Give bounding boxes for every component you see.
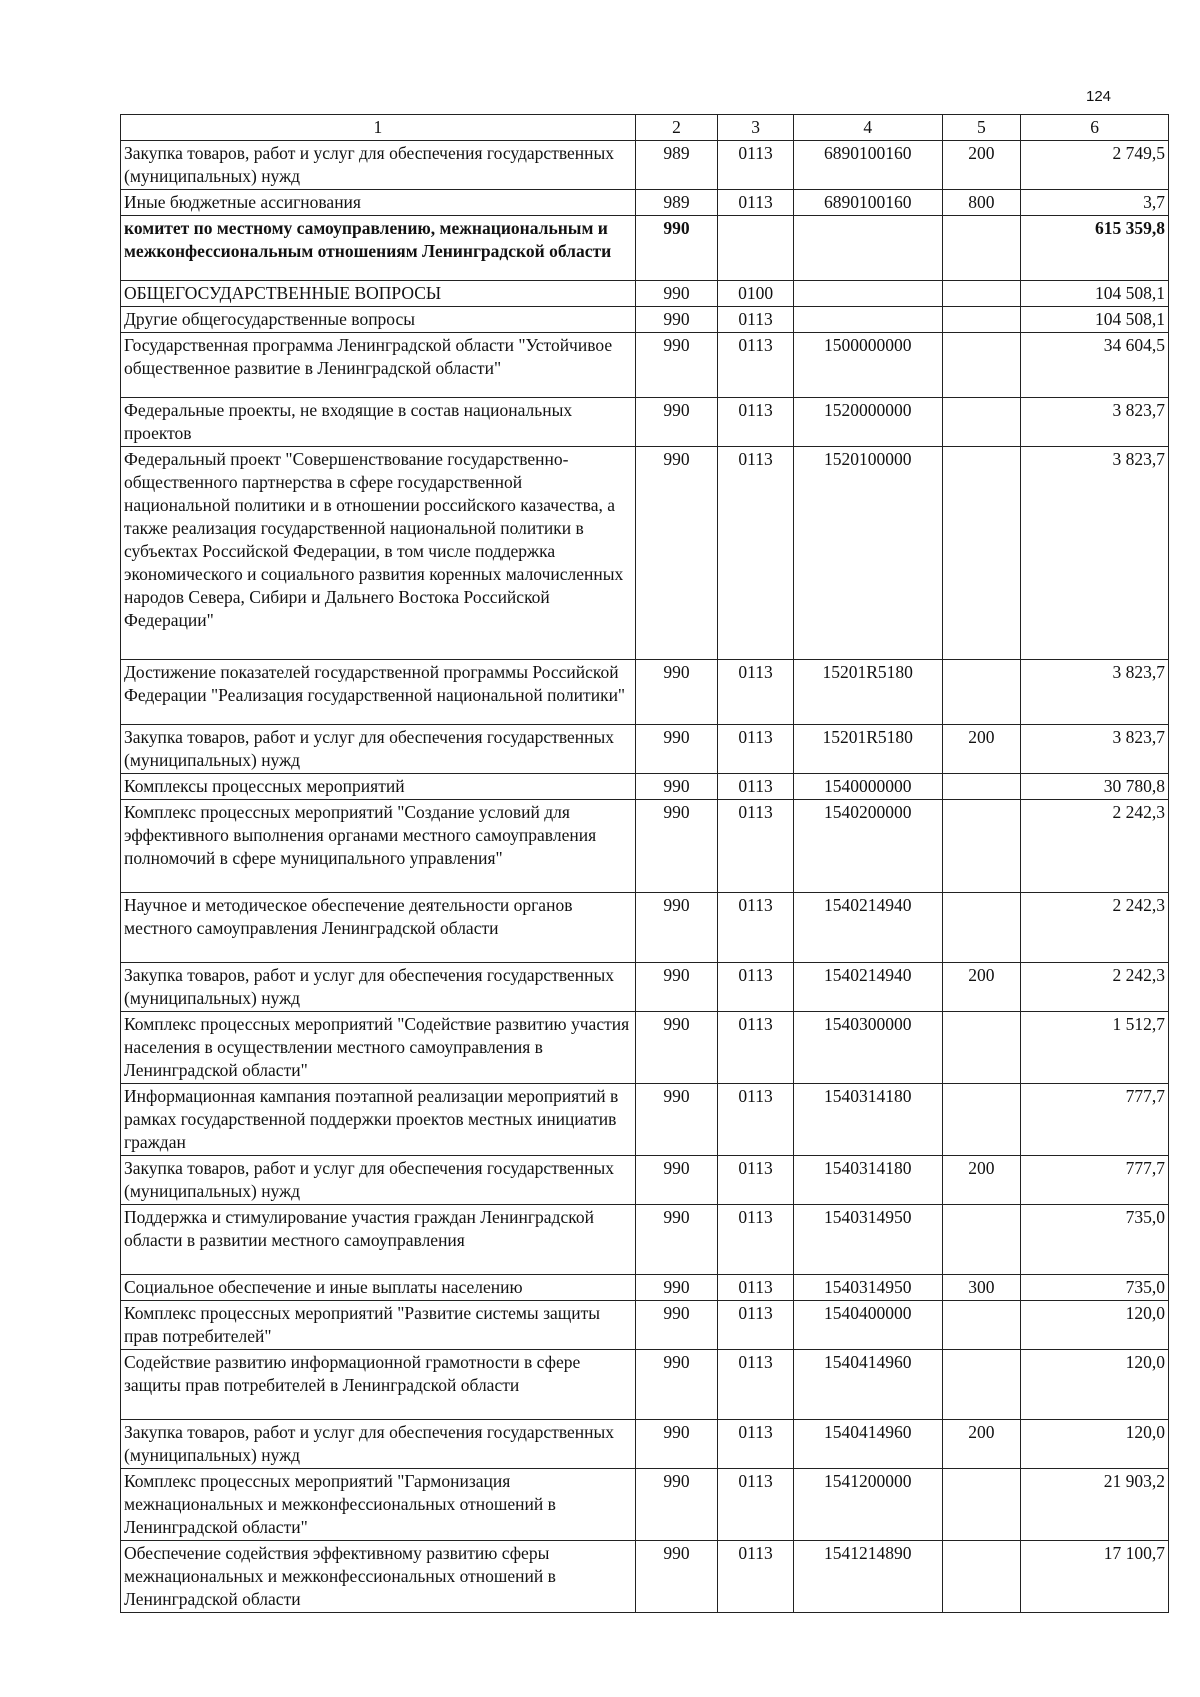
item-name-cell: Комплекс процессных мероприятий "Гармонизация межнациональных и межконфессиональных отношений в Ленинградской области" xyxy=(121,1469,636,1541)
page-number: 124 xyxy=(1086,88,1112,105)
grbs-code-cell: 990 xyxy=(635,725,718,774)
section-code-cell: 0113 xyxy=(718,1350,793,1420)
section-code-cell: 0113 xyxy=(718,447,793,660)
item-name-cell: Закупка товаров, работ и услуг для обеспечения государственных (муниципальных) нужд xyxy=(121,141,636,190)
grbs-code-cell: 989 xyxy=(635,141,718,190)
amount-cell: 120,0 xyxy=(1021,1301,1169,1350)
grbs-code-cell: 990 xyxy=(635,774,718,800)
grbs-code-cell: 990 xyxy=(635,1420,718,1469)
target-article-cell: 1540314180 xyxy=(793,1084,942,1156)
target-article-cell xyxy=(793,307,942,333)
amount-cell: 735,0 xyxy=(1021,1275,1169,1301)
grbs-code-cell: 990 xyxy=(635,1301,718,1350)
item-name-cell: Информационная кампания поэтапной реализации мероприятий в рамках государственной поддержки проектов местных инициатив граждан xyxy=(121,1084,636,1156)
grbs-code-cell: 990 xyxy=(635,1084,718,1156)
section-code-cell: 0113 xyxy=(718,725,793,774)
target-article-cell: 1540314180 xyxy=(793,1156,942,1205)
expense-type-cell: 200 xyxy=(942,1156,1021,1205)
amount-cell: 735,0 xyxy=(1021,1205,1169,1275)
grbs-code-cell: 990 xyxy=(635,447,718,660)
expense-type-cell xyxy=(942,1301,1021,1350)
item-name-cell: Социальное обеспечение и иные выплаты населению xyxy=(121,1275,636,1301)
amount-cell: 777,7 xyxy=(1021,1156,1169,1205)
grbs-code-cell: 990 xyxy=(635,1350,718,1420)
item-name-cell: Обеспечение содействия эффективному развитию сферы межнациональных и межконфессиональных отношений в Ленинградской области xyxy=(121,1541,636,1613)
item-name-cell: Закупка товаров, работ и услуг для обеспечения государственных (муниципальных) нужд xyxy=(121,725,636,774)
target-article-cell: 1541214890 xyxy=(793,1541,942,1613)
expense-type-cell xyxy=(942,1012,1021,1084)
section-code-cell xyxy=(718,216,793,281)
amount-cell: 3 823,7 xyxy=(1021,447,1169,660)
section-code-cell: 0113 xyxy=(718,893,793,963)
item-name-cell: ОБЩЕГОСУДАРСТВЕННЫЕ ВОПРОСЫ xyxy=(121,281,636,307)
target-article-cell: 1520100000 xyxy=(793,447,942,660)
grbs-code-cell: 990 xyxy=(635,333,718,398)
expense-type-cell xyxy=(942,1350,1021,1420)
table-row xyxy=(121,660,1169,725)
table-row xyxy=(121,1350,1169,1420)
section-code-cell: 0113 xyxy=(718,1420,793,1469)
expense-type-cell: 300 xyxy=(942,1275,1021,1301)
section-code-cell: 0113 xyxy=(718,1541,793,1613)
target-article-cell: 1540214940 xyxy=(793,893,942,963)
expense-type-cell xyxy=(942,800,1021,893)
item-name-cell: Федеральный проект "Совершенствование государственно-общественного партнерства в сфере государственной национальной политики и в отношении российского казачества, а также реализация государственной национальной политики в субъектах Российской Федерации, в том числе поддержка экономического и социального развития коренных малочисленных народов Севера, Сибири и Дальнего Востока Российской Федерации" xyxy=(121,447,636,660)
table-row xyxy=(121,1469,1169,1541)
section-code-cell: 0113 xyxy=(718,1156,793,1205)
item-name-cell: Поддержка и стимулирование участия граждан Ленинградской области в развитии местного самоуправления xyxy=(121,1205,636,1275)
expense-type-cell xyxy=(942,893,1021,963)
section-code-cell: 0113 xyxy=(718,1012,793,1084)
section-code-cell: 0113 xyxy=(718,1205,793,1275)
target-article-cell: 6890100160 xyxy=(793,190,942,216)
grbs-code-cell: 990 xyxy=(635,307,718,333)
item-name-cell: Научное и методическое обеспечение деятельности органов местного самоуправления Ленинградской области xyxy=(121,893,636,963)
grbs-code-cell: 990 xyxy=(635,800,718,893)
header-col-4: 4 xyxy=(793,115,942,141)
target-article-cell: 6890100160 xyxy=(793,141,942,190)
table-row xyxy=(121,800,1169,893)
item-name-cell: Комплекс процессных мероприятий "Содействие развитию участия населения в осуществлении местного самоуправления в Ленинградской области" xyxy=(121,1012,636,1084)
expense-type-cell xyxy=(942,1541,1021,1613)
expense-type-cell xyxy=(942,1205,1021,1275)
grbs-code-cell: 990 xyxy=(635,1156,718,1205)
target-article-cell: 1541200000 xyxy=(793,1469,942,1541)
target-article-cell: 1540414960 xyxy=(793,1350,942,1420)
expense-type-cell xyxy=(942,1469,1021,1541)
header-row xyxy=(121,115,1169,141)
target-article-cell: 1540414960 xyxy=(793,1420,942,1469)
expense-type-cell: 800 xyxy=(942,190,1021,216)
grbs-code-cell: 990 xyxy=(635,398,718,447)
amount-cell: 615 359,8 xyxy=(1021,216,1169,281)
target-article-cell: 1540314950 xyxy=(793,1275,942,1301)
target-article-cell xyxy=(793,281,942,307)
item-name-cell: Комплекс процессных мероприятий "Развитие системы защиты прав потребителей" xyxy=(121,1301,636,1350)
item-name-cell: Федеральные проекты, не входящие в состав национальных проектов xyxy=(121,398,636,447)
amount-cell: 2 749,5 xyxy=(1021,141,1169,190)
grbs-code-cell: 989 xyxy=(635,190,718,216)
expense-type-cell xyxy=(942,281,1021,307)
amount-cell: 1 512,7 xyxy=(1021,1012,1169,1084)
expense-type-cell: 200 xyxy=(942,141,1021,190)
section-code-cell: 0113 xyxy=(718,1084,793,1156)
amount-cell: 104 508,1 xyxy=(1021,281,1169,307)
item-name-cell: Иные бюджетные ассигнования xyxy=(121,190,636,216)
target-article-cell: 1540000000 xyxy=(793,774,942,800)
item-name-cell: Содействие развитию информационной грамотности в сфере защиты прав потребителей в Ленинградской области xyxy=(121,1350,636,1420)
section-code-cell: 0100 xyxy=(718,281,793,307)
target-article-cell: 1500000000 xyxy=(793,333,942,398)
table-row xyxy=(121,1156,1169,1205)
expense-type-cell xyxy=(942,333,1021,398)
table-row xyxy=(121,1084,1169,1156)
item-name-cell: Комплексы процессных мероприятий xyxy=(121,774,636,800)
amount-cell: 30 780,8 xyxy=(1021,774,1169,800)
grbs-code-cell: 990 xyxy=(635,216,718,281)
amount-cell: 3 823,7 xyxy=(1021,398,1169,447)
amount-cell: 777,7 xyxy=(1021,1084,1169,1156)
grbs-code-cell: 990 xyxy=(635,893,718,963)
target-article-cell xyxy=(793,216,942,281)
amount-cell: 3 823,7 xyxy=(1021,660,1169,725)
target-article-cell: 15201R5180 xyxy=(793,725,942,774)
item-name-cell: Комплекс процессных мероприятий "Создание условий для эффективного выполнения органами местного самоуправления полномочий в сфере муниципального управления" xyxy=(121,800,636,893)
table-row xyxy=(121,774,1169,800)
amount-cell: 21 903,2 xyxy=(1021,1469,1169,1541)
grbs-code-cell: 990 xyxy=(635,660,718,725)
table-row xyxy=(121,216,1169,281)
header-col-3: 3 xyxy=(718,115,793,141)
item-name-cell: комитет по местному самоуправлению, межнациональным и межконфессиональным отношениям Ленинградской области xyxy=(121,216,636,281)
table-row xyxy=(121,307,1169,333)
table-row xyxy=(121,447,1169,660)
header-col-6: 6 xyxy=(1021,115,1169,141)
section-code-cell: 0113 xyxy=(718,1469,793,1541)
header-col-1: 1 xyxy=(121,115,636,141)
expense-type-cell xyxy=(942,398,1021,447)
table-row xyxy=(121,1205,1169,1275)
grbs-code-cell: 990 xyxy=(635,281,718,307)
amount-cell: 2 242,3 xyxy=(1021,963,1169,1012)
table-row xyxy=(121,190,1169,216)
item-name-cell: Государственная программа Ленинградской области "Устойчивое общественное развитие в Ленинградской области" xyxy=(121,333,636,398)
section-code-cell: 0113 xyxy=(718,307,793,333)
section-code-cell: 0113 xyxy=(718,963,793,1012)
expense-type-cell: 200 xyxy=(942,963,1021,1012)
expense-type-cell xyxy=(942,447,1021,660)
table-row xyxy=(121,1301,1169,1350)
amount-cell: 2 242,3 xyxy=(1021,800,1169,893)
section-code-cell: 0113 xyxy=(718,774,793,800)
amount-cell: 2 242,3 xyxy=(1021,893,1169,963)
grbs-code-cell: 990 xyxy=(635,1012,718,1084)
expense-type-cell xyxy=(942,307,1021,333)
amount-cell: 17 100,7 xyxy=(1021,1541,1169,1613)
header-col-5: 5 xyxy=(942,115,1021,141)
table-row xyxy=(121,141,1169,190)
target-article-cell: 1540400000 xyxy=(793,1301,942,1350)
grbs-code-cell: 990 xyxy=(635,1275,718,1301)
item-name-cell: Закупка товаров, работ и услуг для обеспечения государственных (муниципальных) нужд xyxy=(121,963,636,1012)
target-article-cell: 1540200000 xyxy=(793,800,942,893)
grbs-code-cell: 990 xyxy=(635,1469,718,1541)
expense-type-cell xyxy=(942,774,1021,800)
item-name-cell: Другие общегосударственные вопросы xyxy=(121,307,636,333)
section-code-cell: 0113 xyxy=(718,398,793,447)
expense-type-cell: 200 xyxy=(942,1420,1021,1469)
amount-cell: 104 508,1 xyxy=(1021,307,1169,333)
target-article-cell: 1540300000 xyxy=(793,1012,942,1084)
amount-cell: 120,0 xyxy=(1021,1420,1169,1469)
table-row xyxy=(121,725,1169,774)
item-name-cell: Закупка товаров, работ и услуг для обеспечения государственных (муниципальных) нужд xyxy=(121,1156,636,1205)
header-col-2: 2 xyxy=(635,115,718,141)
expense-type-cell xyxy=(942,1084,1021,1156)
expense-type-cell: 200 xyxy=(942,725,1021,774)
item-name-cell: Закупка товаров, работ и услуг для обеспечения государственных (муниципальных) нужд xyxy=(121,1420,636,1469)
section-code-cell: 0113 xyxy=(718,1275,793,1301)
table-row xyxy=(121,963,1169,1012)
table-row xyxy=(121,1012,1169,1084)
target-article-cell: 1540214940 xyxy=(793,963,942,1012)
section-code-cell: 0113 xyxy=(718,660,793,725)
table-body xyxy=(121,141,1169,1613)
expense-type-cell xyxy=(942,216,1021,281)
section-code-cell: 0113 xyxy=(718,1301,793,1350)
amount-cell: 34 604,5 xyxy=(1021,333,1169,398)
amount-cell: 3,7 xyxy=(1021,190,1169,216)
amount-cell: 120,0 xyxy=(1021,1350,1169,1420)
table-row xyxy=(121,333,1169,398)
section-code-cell: 0113 xyxy=(718,800,793,893)
target-article-cell: 15201R5180 xyxy=(793,660,942,725)
table-row xyxy=(121,1541,1169,1613)
table-row xyxy=(121,281,1169,307)
grbs-code-cell: 990 xyxy=(635,1541,718,1613)
grbs-code-cell: 990 xyxy=(635,1205,718,1275)
target-article-cell: 1520000000 xyxy=(793,398,942,447)
budget-table xyxy=(120,114,1169,1613)
item-name-cell: Достижение показателей государственной программы Российской Федерации "Реализация государственной национальной политики" xyxy=(121,660,636,725)
amount-cell: 3 823,7 xyxy=(1021,725,1169,774)
expense-type-cell xyxy=(942,660,1021,725)
section-code-cell: 0113 xyxy=(718,141,793,190)
table-row xyxy=(121,1275,1169,1301)
table-row xyxy=(121,893,1169,963)
grbs-code-cell: 990 xyxy=(635,963,718,1012)
table-row xyxy=(121,1420,1169,1469)
table-row xyxy=(121,398,1169,447)
section-code-cell: 0113 xyxy=(718,333,793,398)
section-code-cell: 0113 xyxy=(718,190,793,216)
target-article-cell: 1540314950 xyxy=(793,1205,942,1275)
